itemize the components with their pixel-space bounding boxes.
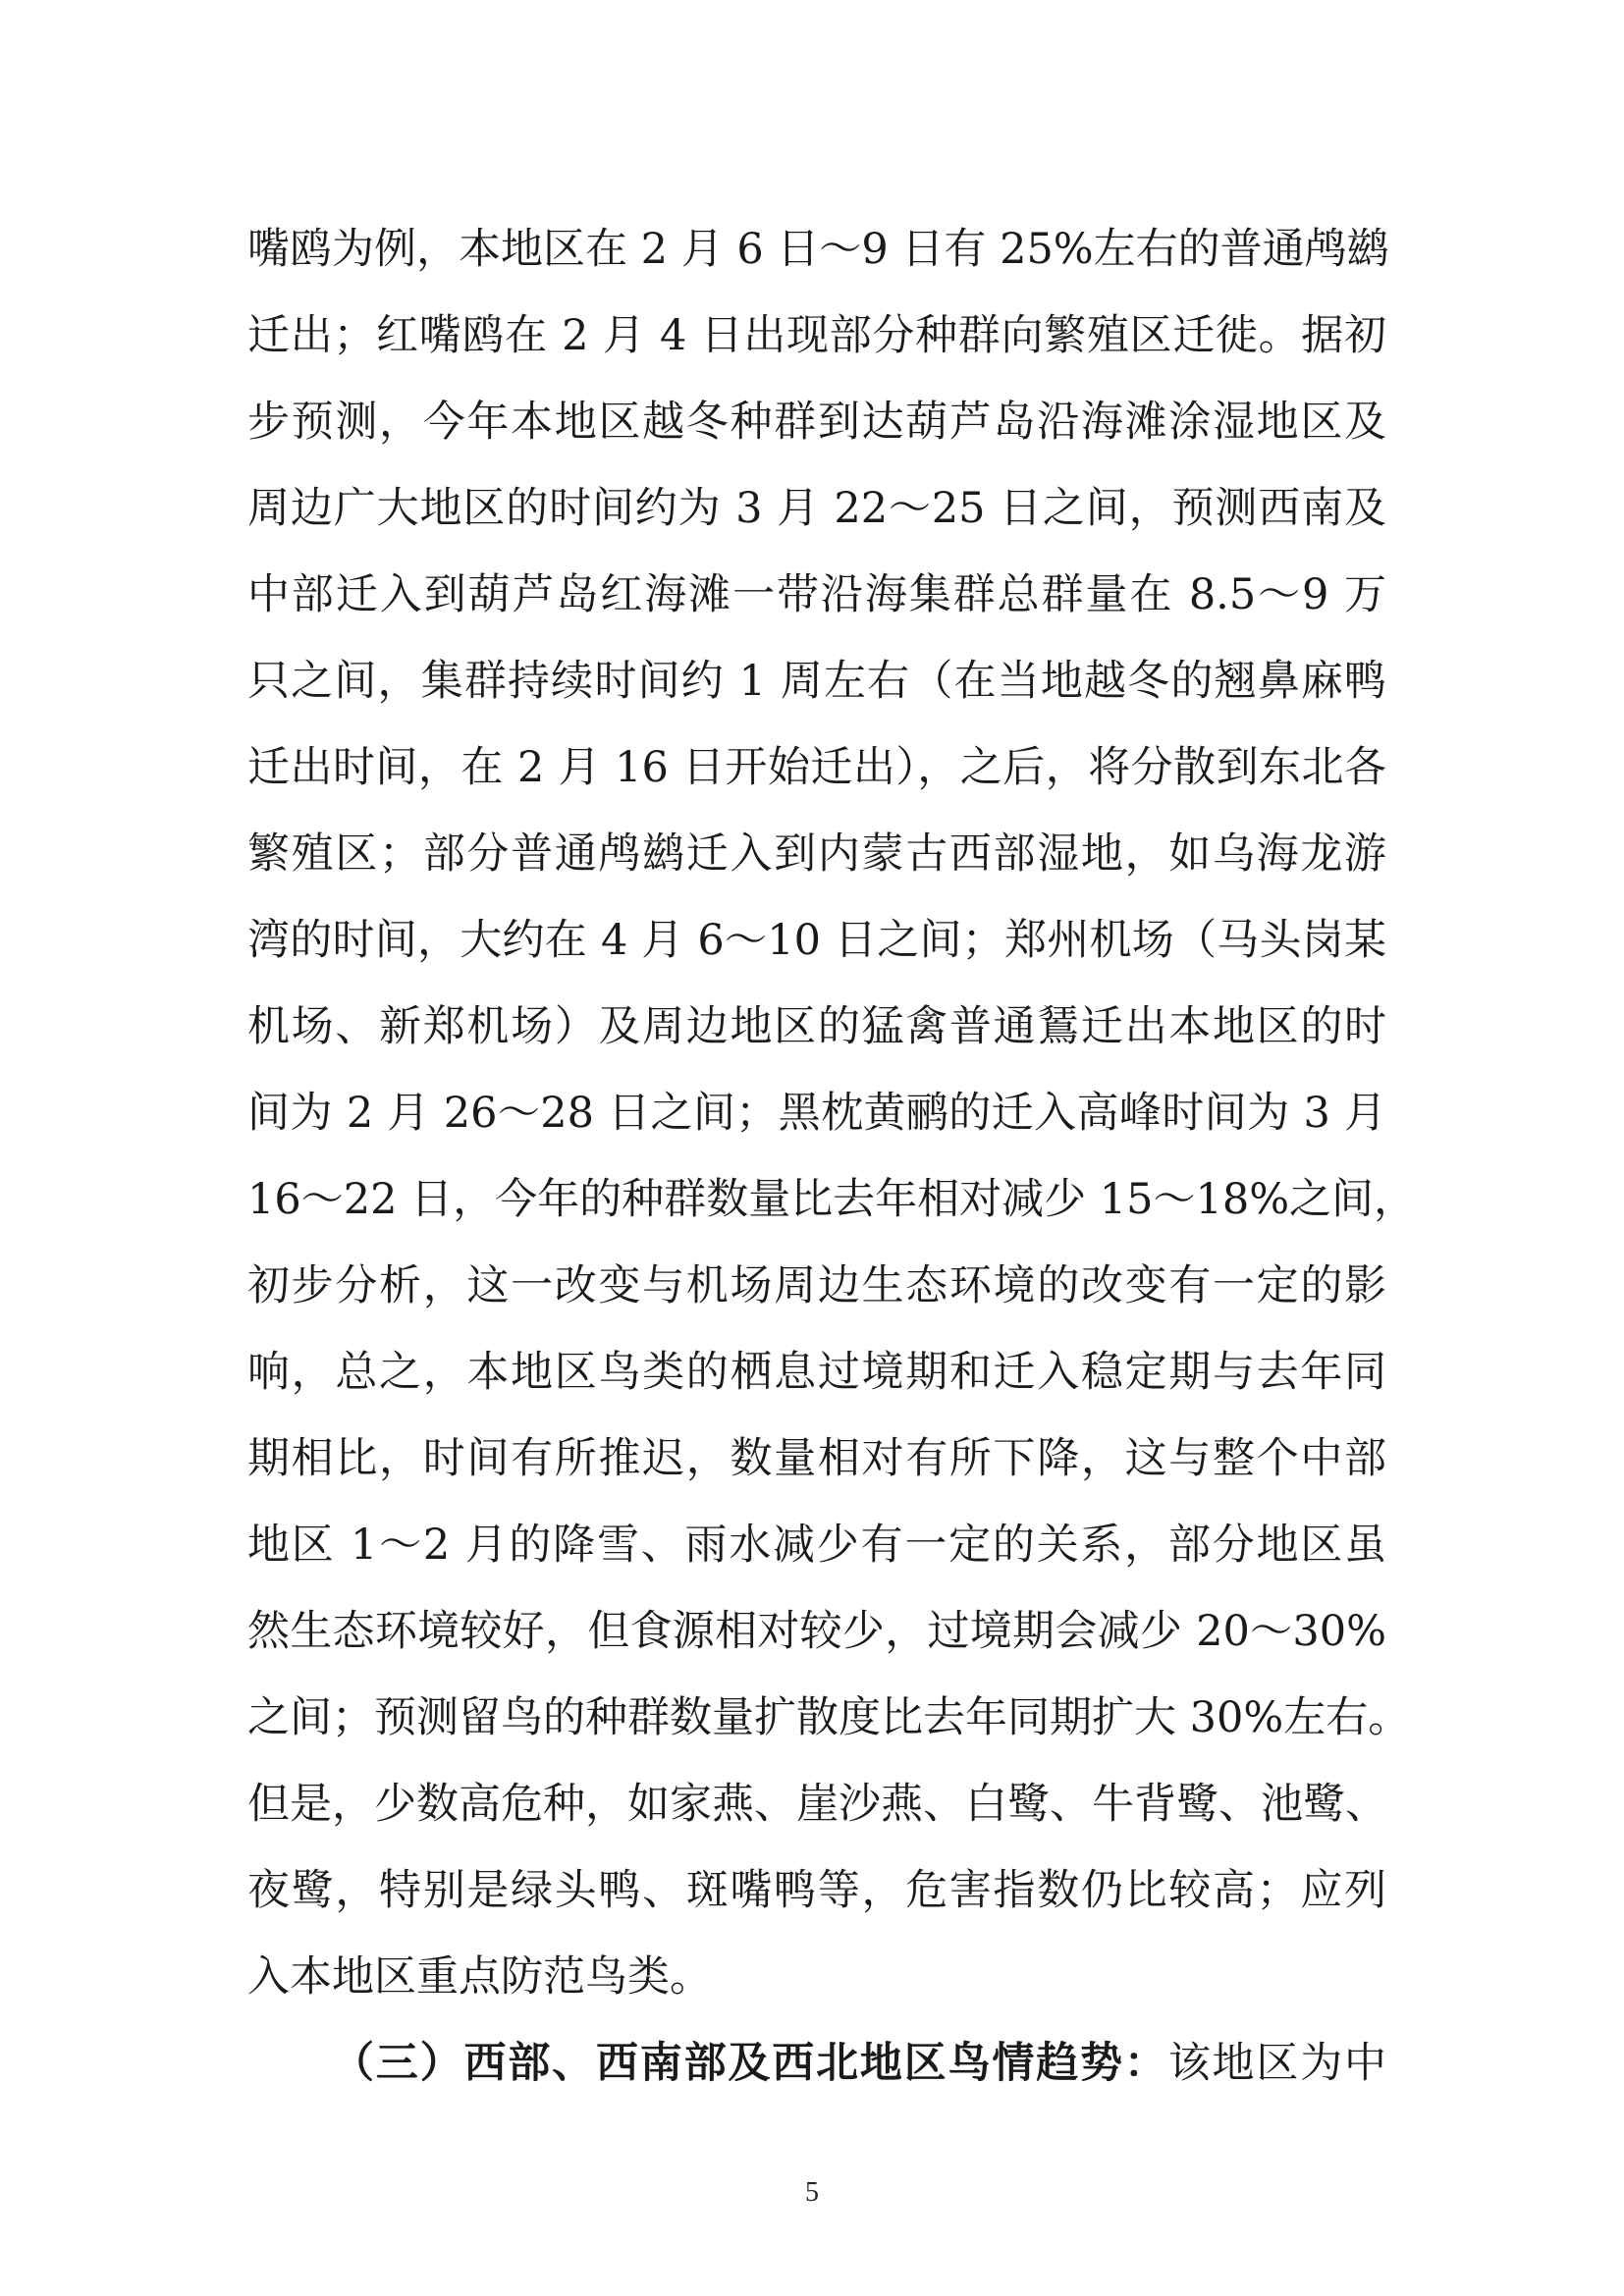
text-line: 响，总之，本地区鸟类的栖息过境期和迁入稳定期与去年同 (247, 1348, 1386, 1397)
text-line: 期相比，时间有所推迟，数量相对有所下降，这与整个中部 (247, 1434, 1386, 1483)
text-line: 迁出；红嘴鸥在 2 月 4 日出现部分种群向繁殖区迁徙。据初 (247, 311, 1386, 360)
text-line: 之间；预测留鸟的种群数量扩散度比去年同期扩大 30%左右。 (247, 1693, 1411, 1742)
section-heading: （三）西部、西南部及西北地区鸟情趋势： (332, 2039, 1168, 2088)
text-line: 迁出时间，在 2 月 16 日开始迁出），之后，将分散到东北各 (247, 743, 1386, 792)
section-heading-rest: 该地区为中 (1167, 2039, 1387, 2088)
text-line: 16～22 日，今年的种群数量比去年相对减少 15～18%之间， (247, 1175, 1417, 1224)
page-number: 5 (805, 2177, 819, 2208)
text-line: 初步分析，这一改变与机场周边生态环境的改变有一定的影 (247, 1261, 1386, 1310)
text-line: 夜鹭，特别是绿头鸭、斑嘴鸭等，危害指数仍比较高；应列 (247, 1866, 1386, 1915)
text-line: 地区 1～2 月的降雪、雨水减少有一定的关系，部分地区虽 (247, 1521, 1386, 1570)
body-text (247, 206, 1417, 2107)
text-line: 周边广大地区的时间约为 3 月 22～25 日之间，预测西南及 (247, 484, 1386, 533)
text-line: 湾的时间，大约在 4 月 6～10 日之间；郑州机场（马头岗某 (247, 916, 1386, 965)
text-line: 嘴鸥为例，本地区在 2 月 6 日～9 日有 25%左右的普通鸬鹚 (247, 225, 1389, 274)
text-line: 机场、新郑机场）及周边地区的猛禽普通鵟迁出本地区的时 (247, 1002, 1386, 1051)
text-line: 中部迁入到葫芦岛红海滩一带沿海集群总群量在 8.5～9 万 (247, 570, 1386, 619)
text-line: 只之间，集群持续时间约 1 周左右（在当地越冬的翘鼻麻鸭 (247, 657, 1386, 706)
text-line: 但是，少数高危种，如家燕、崖沙燕、白鹭、牛背鹭、池鹭、 (247, 1780, 1387, 1829)
section-heading-line (247, 2020, 1386, 2107)
text-line: 繁殖区；部分普通鸬鹚迁入到内蒙古西部湿地，如乌海龙游 (247, 829, 1386, 879)
text-line: 间为 2 月 26～28 日之间；黑枕黄鹂的迁入高峰时间为 3 月 (247, 1089, 1386, 1138)
text-line: 入本地区重点防范鸟类。 (247, 1952, 712, 2002)
text-line: 然生态环境较好，但食源相对较少，过境期会减少 20～30% (247, 1607, 1386, 1656)
text-line: 步预测，今年本地区越冬种群到达葫芦岛沿海滩涂湿地区及 (247, 398, 1386, 447)
